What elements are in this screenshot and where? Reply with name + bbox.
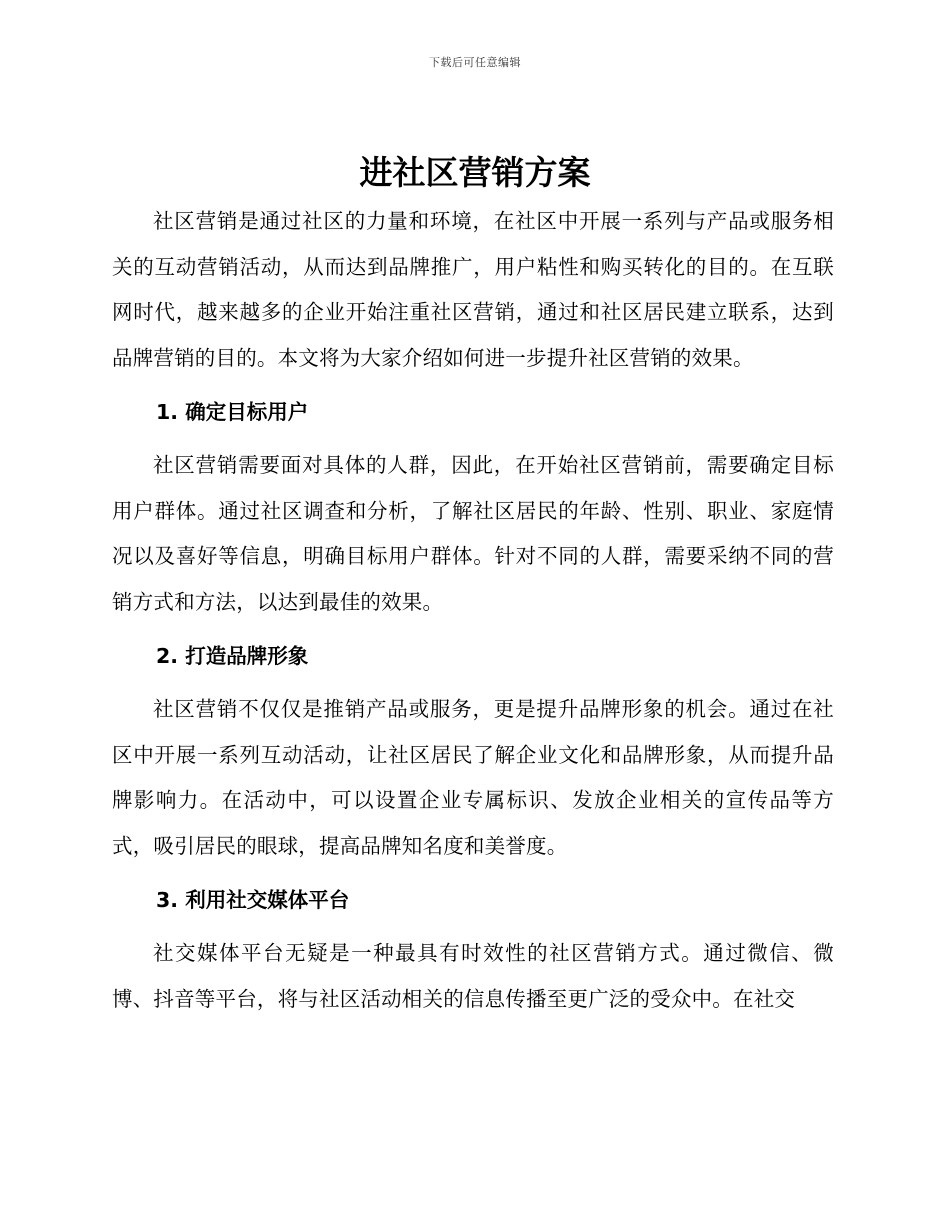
section-heading-target-users: 1. 确定目标用户 bbox=[156, 400, 309, 424]
section-body-social-media: 社交媒体平台无疑是一种最具有时效性的社区营销方式。通过微信、微博、抖音等平台，将与社区活动相关的信息传播至更广泛的受众中。在社交 bbox=[112, 941, 834, 1011]
section-body-brand-image: 社区营销不仅仅是推销产品或服务，更是提升品牌形象的机会。通过在社区中开展一系列互动活动，让社区居民了解企业文化和品牌形象，从而提升品牌影响力。在活动中，可以设置企业专属标识、发放企业相关的宣传品等方式，吸引居民的眼球，提高品牌知名度和美誉度。 bbox=[112, 697, 834, 858]
section-heading-brand-image: 2. 打造品牌形象 bbox=[156, 644, 309, 668]
section-heading-social-media: 3. 利用社交媒体平台 bbox=[156, 888, 350, 912]
page-header-note: 下载后可任意编辑 bbox=[429, 56, 521, 69]
document-title: 进社区营销方案 bbox=[359, 153, 591, 192]
intro-paragraph: 社区营销是通过社区的力量和环境，在社区中开展一系列与产品或服务相关的互动营销活动，从而达到品牌推广，用户粘性和购买转化的目的。在互联网时代，越来越多的企业开始注重社区营销，通过和社区居民建立联系，达到品牌营销的目的。本文将为大家介绍如何进一步提升社区营销的效果。 bbox=[112, 209, 834, 370]
document-body bbox=[112, 199, 834, 1022]
section-body-target-users: 社区营销需要面对具体的人群，因此，在开始社区营销前，需要确定目标用户群体。通过社区调查和分析，了解社区居民的年龄、性别、职业、家庭情况以及喜好等信息，明确目标用户群体。针对不同的人群，需要采纳不同的营销方式和方法，以达到最佳的效果。 bbox=[112, 453, 834, 614]
